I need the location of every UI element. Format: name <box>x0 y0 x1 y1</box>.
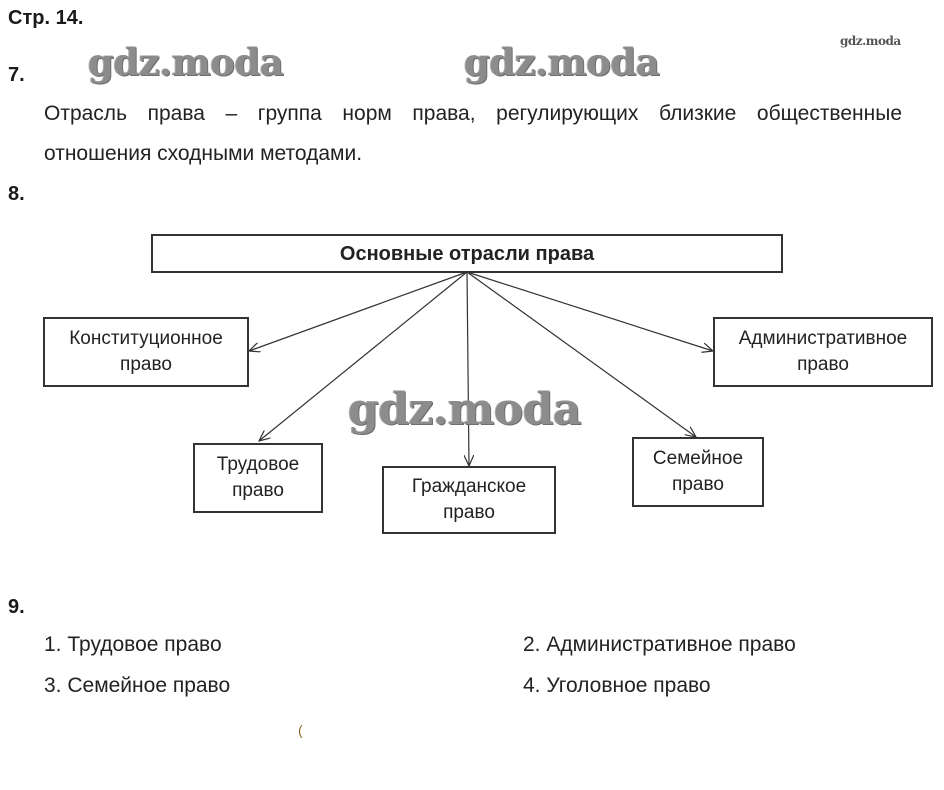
branch-constitutional <box>43 317 249 387</box>
branch-labor-line2: право <box>232 480 284 501</box>
arrow-to-administrative <box>467 272 713 351</box>
branch-administrative-line1: Административное <box>738 328 908 349</box>
branch-administrative <box>713 317 933 387</box>
task7-number: 7. <box>8 64 25 86</box>
task9-number: 9. <box>8 596 25 618</box>
task9-item-1: 1. Трудовое право <box>44 633 222 656</box>
branch-administrative-line2: право <box>797 354 849 375</box>
branch-family-line2: право <box>672 474 724 495</box>
arrow-to-constitutional <box>249 272 467 351</box>
task7-line-1: Отрасль права – группа норм права, регулирующих близкие общественные <box>44 102 902 125</box>
arrow-to-civil <box>467 272 469 466</box>
branch-constitutional-line2: право <box>120 354 172 375</box>
watermark-top-left: gdz.moda <box>88 40 284 84</box>
branch-constitutional-line1: Конституционное <box>69 328 223 349</box>
watermark-top-center: gdz.moda <box>464 40 660 84</box>
branch-civil-line2: право <box>443 502 495 523</box>
watermark-small: gdz.moda <box>840 34 901 48</box>
branch-civil <box>382 466 556 534</box>
branch-civil-line1: Гражданское <box>411 476 527 497</box>
task8-number: 8. <box>8 183 25 205</box>
branch-labor-line1: Трудовое <box>216 454 300 475</box>
branch-family-line1: Семейное <box>652 448 744 469</box>
diagram-root-label: Основные отрасли права <box>339 242 595 265</box>
branch-family <box>632 437 764 507</box>
page-header: Стр. 14. <box>8 7 84 29</box>
branch-labor <box>193 443 323 513</box>
watermark-center: gdz.moda <box>348 384 582 435</box>
task9-item-2: 2. Административное право <box>523 633 796 656</box>
diagram-root-box <box>151 234 783 273</box>
stray-mark: ( <box>298 722 303 738</box>
task9-item-4: 4. Уголовное право <box>523 674 711 697</box>
task7-line-2: отношения сходными методами. <box>44 142 363 165</box>
task9-item-3: 3. Семейное право <box>44 674 231 697</box>
